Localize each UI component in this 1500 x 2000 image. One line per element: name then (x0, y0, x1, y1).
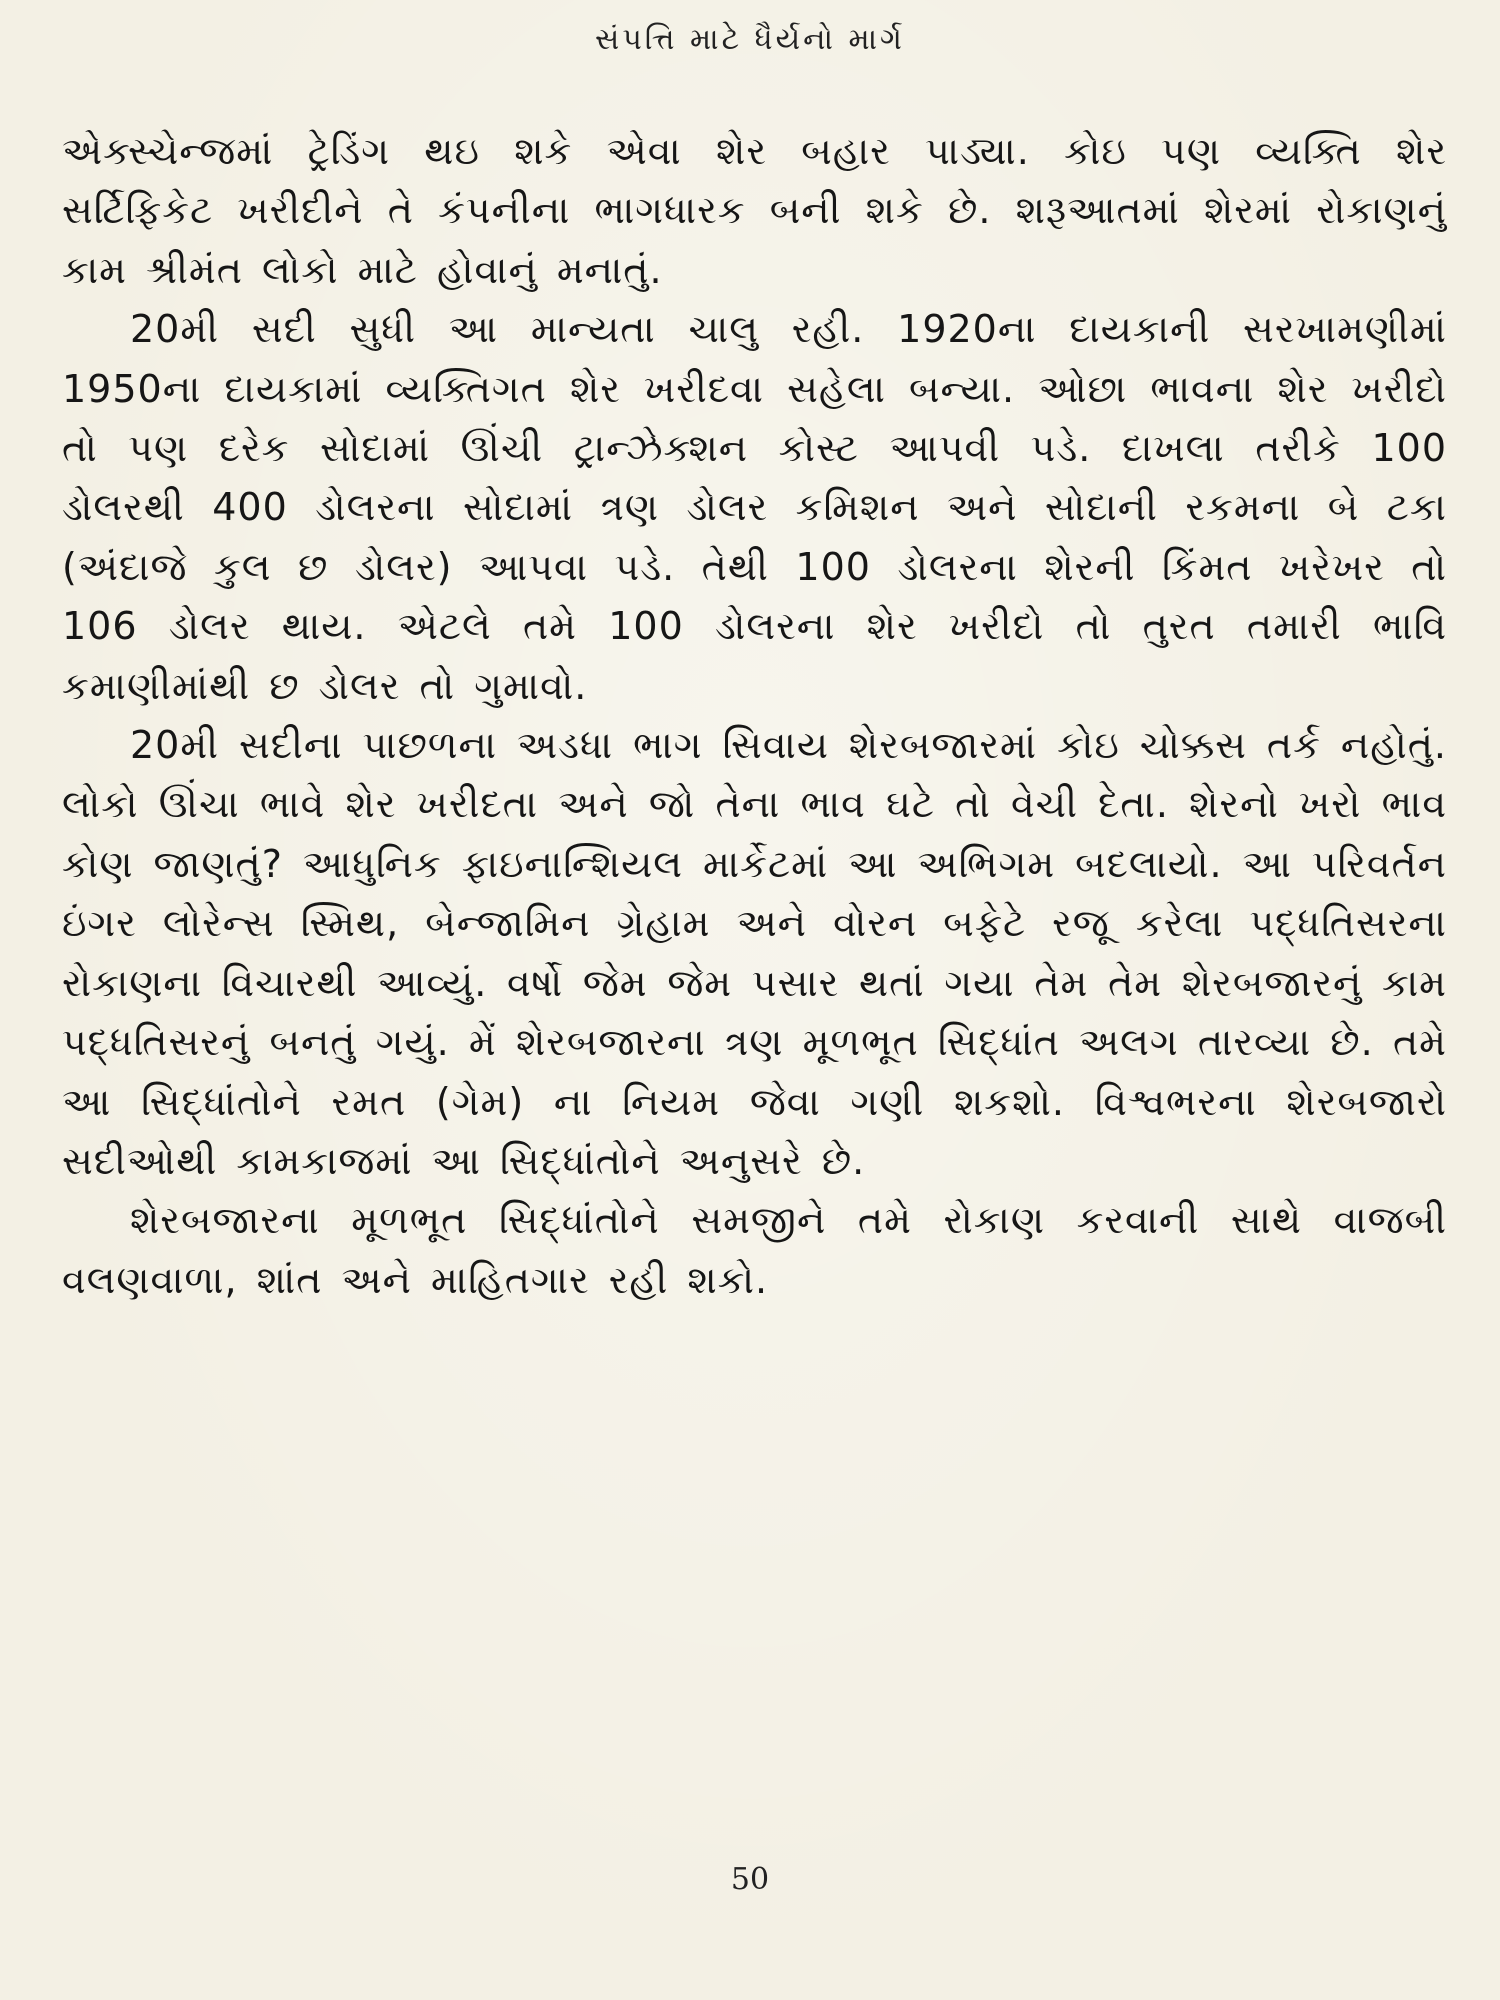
body-text (62, 122, 1447, 1310)
paragraph-4: શેરબજારના મૂળભૂત સિદ્ધાંતોને સમજીને તમે રોકાણ કરવાની સાથે વાજબી વલણવાળા, શાંત અને માહિતગાર રહી શકો. (62, 1198, 1447, 1302)
running-head: સંપત્તિ માટે ધૈર્યનો માર્ગ (595, 22, 905, 57)
paragraph-2: 20મી સદી સુધી આ માન્યતા ચાલુ રહી. 1920ના દાયકાની સરખામણીમાં 1950ના દાયકામાં વ્યક્તિગત શેર ખરીદવા સહેલા બન્યા. ઓછા ભાવના શેર ખરીદો તો પણ દરેક સોદામાં ઊંચી ટ્રાન્ઝેક્શન કોસ્ટ આપવી પડે. દાખલા તરીકે 100 ડોલરથી 400 ડોલરના સોદામાં ત્રણ ડોલર કમિશન અને સોદાની રકમના બે ટકા (અંદાજે કુલ છ ડોલર) આપવા પડે. તેથી 100 ડોલરના શેરની કિંમત ખરેખર તો 106 ડોલર થાય. એટલે તમે 100 ડોલરના શેર ખરીદો તો તુરત તમારી ભાવિ કમાણીમાંથી છ ડોલર તો ગુમાવો. (62, 307, 1447, 708)
paragraph-1: એક્સ્ચેન્જમાં ટ્રેડિંગ થઇ શકે એવા શેર બહાર પાડ્યા. કોઇ પણ વ્યક્તિ શેર સર્ટિફિકેટ ખરીદીને તે કંપનીના ભાગધારક બની શકે છે. શરૂઆતમાં શેરમાં રોકાણનું કામ શ્રીમંત લોકો માટે હોવાનું મનાતું. (62, 129, 1447, 292)
paragraph-3: 20મી સદીના પાછળના અડધા ભાગ સિવાય શેરબજારમાં કોઇ ચોક્કસ તર્ક નહોતું. લોકો ઊંચા ભાવે શેર ખરીદતા અને જો તેના ભાવ ઘટે તો વેચી દેતા. શેરનો ખરો ભાવ કોણ જાણતું? આધુનિક ફાઇનાન્શિયલ માર્કેટમાં આ અભિગમ બદલાયો. આ પરિવર્તન ઇંગર લોરેન્સ સ્મિથ, બેન્જામિન ગ્રેહામ અને વોરન બફેટે રજૂ કરેલા પદ્ધતિસરના રોકાણના વિચારથી આવ્યું. વર્ષો જેમ જેમ પસાર થતાં ગયા તેમ તેમ શેરબજારનું કામ પદ્ધતિસરનું બનતું ગયું. મેં શેરબજારના ત્રણ મૂળભૂત સિદ્ધાંત અલગ તારવ્યા છે. તમે આ સિદ્ધાંતોને રમત (ગેમ) ના નિયમ જેવા ગણી શકશો. વિશ્વભરના શેરબજારો સદીઓથી કામકાજમાં આ સિદ્ધાંતોને અનુસરે છે. (62, 723, 1447, 1183)
page-number: 50 (730, 1862, 770, 1897)
